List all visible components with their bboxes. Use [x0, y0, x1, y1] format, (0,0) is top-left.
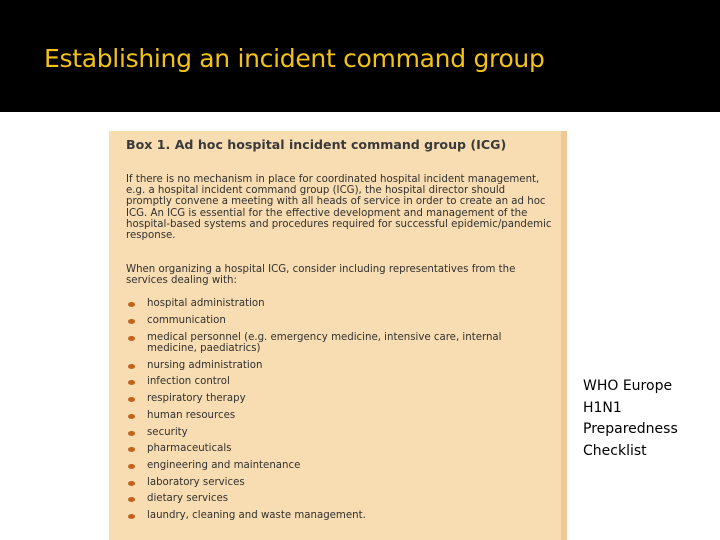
list-item: laboratory services [147, 477, 245, 488]
bullet-icon [128, 336, 135, 341]
list-item: security [147, 427, 188, 438]
source-caption-line: H1N1 [583, 399, 622, 416]
bullet-icon [128, 497, 135, 502]
list-item: engineering and maintenance [147, 460, 301, 471]
source-caption-line: Checklist [583, 442, 647, 459]
bullet-icon [128, 319, 135, 324]
box-lead-paragraph: When organizing a hospital ICG, consider including representatives from the services dealing with: [126, 264, 516, 287]
bullet-icon [128, 514, 135, 519]
bullet-icon [128, 302, 135, 307]
source-caption-line: WHO Europe [583, 378, 673, 394]
bullet-icon [128, 397, 135, 402]
list-item: communication [147, 315, 226, 326]
list-item: human resources [147, 410, 236, 421]
box-shadow-edge [561, 131, 567, 540]
list-item: infection control [147, 376, 230, 387]
source-caption [583, 376, 713, 462]
bullet-icon [128, 464, 135, 469]
service-list [109, 131, 567, 540]
bullet-icon [128, 447, 135, 452]
list-item: nursing administration [147, 360, 263, 371]
list-item: medical personnel (e.g. emergency medicine, intensive care, internal medicine, paediatrics) [147, 332, 502, 355]
bullet-icon [128, 364, 135, 369]
list-item: dietary services [147, 493, 229, 504]
bullet-icon [128, 481, 135, 486]
list-item: hospital administration [147, 298, 265, 309]
bullet-icon [128, 414, 135, 419]
checklist-box [109, 131, 567, 540]
list-item: respiratory therapy [147, 393, 246, 404]
box-intro-paragraph: If there is no mechanism in place for coordinated hospital incident management, e.g. a hospital incident command group (ICG), the hospital director should promptly convene a meeting with all heads of service in order to create an ad hoc ICG. An ICG is essential for the effective development and management of the hospital-based systems and procedures required for successful epidemic/pandemic response. [126, 174, 552, 242]
bullet-icon [128, 431, 135, 436]
slide-title: Establishing an incident command group [44, 44, 545, 73]
box-title: Box 1. Ad hoc hospital incident command group (ICG) [126, 137, 507, 152]
list-item: laundry, cleaning and waste management. [147, 510, 366, 521]
source-caption-line: Preparedness [583, 421, 678, 437]
bullet-icon [128, 380, 135, 385]
list-item: pharmaceuticals [147, 443, 232, 454]
